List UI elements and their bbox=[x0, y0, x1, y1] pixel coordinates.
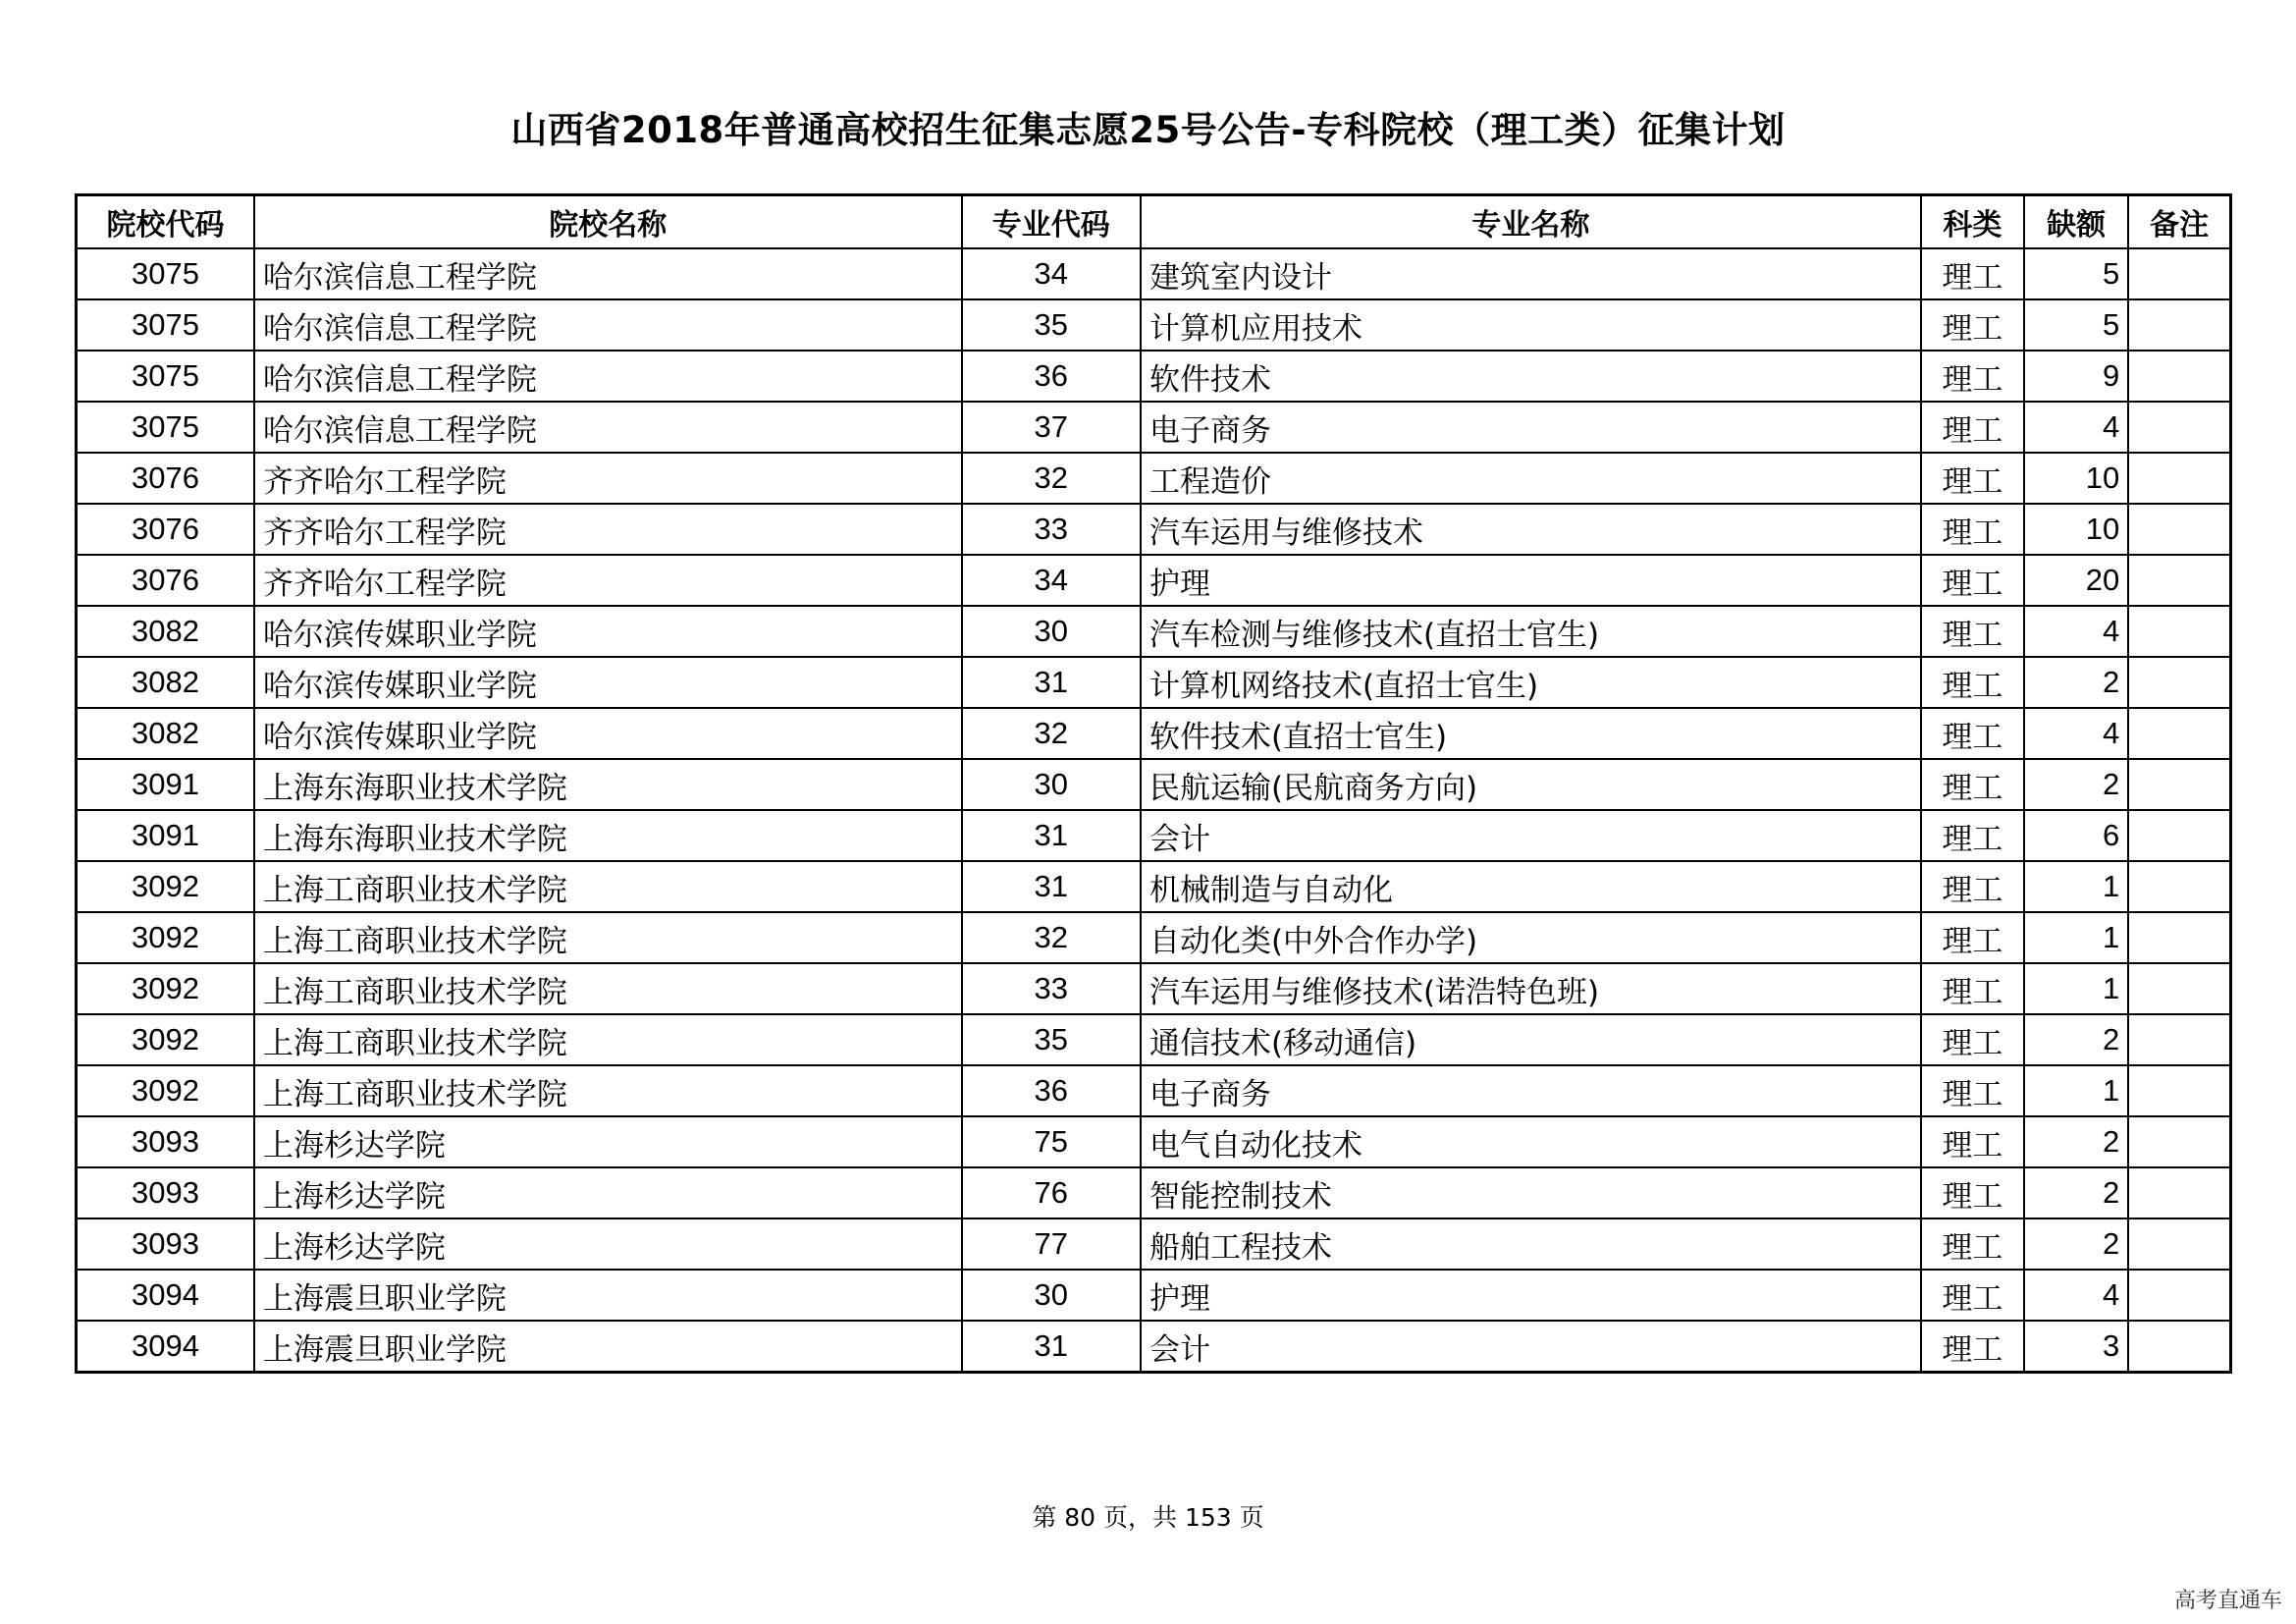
cell-quota: 1 bbox=[2024, 1065, 2128, 1116]
table-row bbox=[77, 1167, 2231, 1218]
cell-note bbox=[2128, 606, 2230, 657]
cell-major-name: 会计 bbox=[1141, 1321, 1921, 1373]
cell-school-code: 3092 bbox=[77, 1014, 254, 1065]
cell-note bbox=[2128, 248, 2230, 299]
cell-note bbox=[2128, 810, 2230, 861]
table-row bbox=[77, 555, 2231, 606]
cell-major-name: 护理 bbox=[1141, 1270, 1921, 1321]
cell-school-code: 3092 bbox=[77, 912, 254, 963]
cell-quota: 1 bbox=[2024, 912, 2128, 963]
cell-quota: 2 bbox=[2024, 759, 2128, 810]
page-title: 山西省2018年普通高校招生征集志愿25号公告-专科院校（理工类）征集计划 bbox=[510, 109, 1786, 151]
cell-category: 理工 bbox=[1921, 1014, 2024, 1065]
cell-school-name: 齐齐哈尔工程学院 bbox=[254, 504, 962, 555]
cell-school-name: 上海工商职业技术学院 bbox=[254, 1065, 962, 1116]
cell-school-code: 3093 bbox=[77, 1218, 254, 1270]
header-school-name: 院校名称 bbox=[254, 195, 962, 249]
watermark-text: 高考直通车 bbox=[2173, 1589, 2282, 1613]
cell-school-code: 3082 bbox=[77, 657, 254, 708]
cell-quota: 2 bbox=[2024, 1218, 2128, 1270]
cell-major-code: 33 bbox=[962, 504, 1141, 555]
cell-note bbox=[2128, 1270, 2230, 1321]
cell-major-code: 35 bbox=[962, 299, 1141, 351]
cell-school-code: 3075 bbox=[77, 299, 254, 351]
cell-major-code: 37 bbox=[962, 402, 1141, 453]
cell-school-name: 上海东海职业技术学院 bbox=[254, 759, 962, 810]
cell-note bbox=[2128, 861, 2230, 912]
table-row bbox=[77, 1014, 2231, 1065]
header-note: 备注 bbox=[2128, 195, 2230, 249]
header-quota: 缺额 bbox=[2024, 195, 2128, 249]
page-number: 第 80 页，共 153 页 bbox=[1032, 1503, 1264, 1532]
cell-school-name: 齐齐哈尔工程学院 bbox=[254, 453, 962, 504]
cell-school-name: 上海杉达学院 bbox=[254, 1116, 962, 1167]
cell-school-name: 哈尔滨传媒职业学院 bbox=[254, 708, 962, 759]
cell-school-code: 3082 bbox=[77, 606, 254, 657]
cell-school-name: 哈尔滨信息工程学院 bbox=[254, 351, 962, 402]
header-major-name: 专业名称 bbox=[1141, 195, 1921, 249]
cell-category: 理工 bbox=[1921, 810, 2024, 861]
cell-major-name: 软件技术 bbox=[1141, 351, 1921, 402]
cell-school-code: 3093 bbox=[77, 1167, 254, 1218]
cell-school-name: 上海工商职业技术学院 bbox=[254, 963, 962, 1014]
cell-major-code: 31 bbox=[962, 657, 1141, 708]
cell-note bbox=[2128, 1065, 2230, 1116]
cell-school-code: 3075 bbox=[77, 248, 254, 299]
cell-quota: 2 bbox=[2024, 657, 2128, 708]
cell-school-code: 3075 bbox=[77, 351, 254, 402]
cell-note bbox=[2128, 759, 2230, 810]
cell-major-code: 30 bbox=[962, 759, 1141, 810]
cell-major-name: 通信技术(移动通信) bbox=[1141, 1014, 1921, 1065]
cell-major-code: 30 bbox=[962, 1270, 1141, 1321]
cell-note bbox=[2128, 351, 2230, 402]
table-row bbox=[77, 912, 2231, 963]
cell-school-name: 哈尔滨信息工程学院 bbox=[254, 402, 962, 453]
cell-school-code: 3091 bbox=[77, 759, 254, 810]
cell-quota: 3 bbox=[2024, 1321, 2128, 1373]
cell-school-name: 哈尔滨信息工程学院 bbox=[254, 299, 962, 351]
table-row bbox=[77, 402, 2231, 453]
cell-school-name: 上海东海职业技术学院 bbox=[254, 810, 962, 861]
cell-quota: 10 bbox=[2024, 504, 2128, 555]
cell-school-name: 齐齐哈尔工程学院 bbox=[254, 555, 962, 606]
cell-school-code: 3092 bbox=[77, 963, 254, 1014]
cell-note bbox=[2128, 912, 2230, 963]
cell-category: 理工 bbox=[1921, 402, 2024, 453]
cell-quota: 9 bbox=[2024, 351, 2128, 402]
cell-category: 理工 bbox=[1921, 504, 2024, 555]
table-row bbox=[77, 657, 2231, 708]
cell-major-code: 34 bbox=[962, 248, 1141, 299]
table-row bbox=[77, 708, 2231, 759]
cell-school-code: 3076 bbox=[77, 453, 254, 504]
table-row bbox=[77, 1116, 2231, 1167]
cell-major-code: 76 bbox=[962, 1167, 1141, 1218]
cell-category: 理工 bbox=[1921, 1116, 2024, 1167]
cell-category: 理工 bbox=[1921, 759, 2024, 810]
cell-school-name: 上海杉达学院 bbox=[254, 1218, 962, 1270]
cell-school-name: 哈尔滨信息工程学院 bbox=[254, 248, 962, 299]
table-row bbox=[77, 299, 2231, 351]
cell-school-name: 哈尔滨传媒职业学院 bbox=[254, 657, 962, 708]
cell-category: 理工 bbox=[1921, 708, 2024, 759]
cell-major-name: 电子商务 bbox=[1141, 1065, 1921, 1116]
table-row bbox=[77, 810, 2231, 861]
cell-school-code: 3076 bbox=[77, 504, 254, 555]
table-row bbox=[77, 248, 2231, 299]
cell-major-code: 32 bbox=[962, 453, 1141, 504]
cell-school-code: 3092 bbox=[77, 861, 254, 912]
table-row bbox=[77, 963, 2231, 1014]
cell-category: 理工 bbox=[1921, 1065, 2024, 1116]
table-header-row bbox=[77, 195, 2231, 249]
table-row bbox=[77, 861, 2231, 912]
cell-school-name: 上海震旦职业学院 bbox=[254, 1321, 962, 1373]
header-category: 科类 bbox=[1921, 195, 2024, 249]
cell-major-name: 民航运输(民航商务方向) bbox=[1141, 759, 1921, 810]
cell-major-name: 智能控制技术 bbox=[1141, 1167, 1921, 1218]
cell-major-name: 汽车运用与维修技术 bbox=[1141, 504, 1921, 555]
cell-category: 理工 bbox=[1921, 657, 2024, 708]
cell-note bbox=[2128, 402, 2230, 453]
cell-major-name: 工程造价 bbox=[1141, 453, 1921, 504]
table-row bbox=[77, 351, 2231, 402]
cell-quota: 2 bbox=[2024, 1014, 2128, 1065]
cell-major-code: 31 bbox=[962, 861, 1141, 912]
cell-quota: 5 bbox=[2024, 248, 2128, 299]
cell-category: 理工 bbox=[1921, 963, 2024, 1014]
cell-school-name: 上海震旦职业学院 bbox=[254, 1270, 962, 1321]
cell-major-name: 会计 bbox=[1141, 810, 1921, 861]
cell-major-name: 建筑室内设计 bbox=[1141, 248, 1921, 299]
table-row bbox=[77, 1065, 2231, 1116]
cell-quota: 4 bbox=[2024, 402, 2128, 453]
cell-note bbox=[2128, 1014, 2230, 1065]
enrollment-plan-table bbox=[75, 193, 2232, 1374]
cell-quota: 2 bbox=[2024, 1167, 2128, 1218]
cell-quota: 4 bbox=[2024, 708, 2128, 759]
cell-major-code: 35 bbox=[962, 1014, 1141, 1065]
cell-note bbox=[2128, 555, 2230, 606]
cell-major-code: 30 bbox=[962, 606, 1141, 657]
cell-major-code: 31 bbox=[962, 1321, 1141, 1373]
cell-school-code: 3076 bbox=[77, 555, 254, 606]
table-row bbox=[77, 1270, 2231, 1321]
table-row bbox=[77, 759, 2231, 810]
cell-school-code: 3092 bbox=[77, 1065, 254, 1116]
cell-major-code: 33 bbox=[962, 963, 1141, 1014]
cell-major-name: 自动化类(中外合作办学) bbox=[1141, 912, 1921, 963]
cell-category: 理工 bbox=[1921, 606, 2024, 657]
table-row bbox=[77, 606, 2231, 657]
cell-school-name: 上海工商职业技术学院 bbox=[254, 912, 962, 963]
cell-note bbox=[2128, 1321, 2230, 1373]
cell-major-name: 船舶工程技术 bbox=[1141, 1218, 1921, 1270]
header-school-code: 院校代码 bbox=[77, 195, 254, 249]
cell-quota: 20 bbox=[2024, 555, 2128, 606]
cell-note bbox=[2128, 1116, 2230, 1167]
cell-major-code: 31 bbox=[962, 810, 1141, 861]
cell-school-name: 哈尔滨传媒职业学院 bbox=[254, 606, 962, 657]
cell-note bbox=[2128, 657, 2230, 708]
cell-note bbox=[2128, 299, 2230, 351]
cell-category: 理工 bbox=[1921, 1167, 2024, 1218]
cell-major-code: 34 bbox=[962, 555, 1141, 606]
cell-major-name: 计算机网络技术(直招士官生) bbox=[1141, 657, 1921, 708]
cell-major-name: 电子商务 bbox=[1141, 402, 1921, 453]
table-row bbox=[77, 453, 2231, 504]
cell-school-code: 3093 bbox=[77, 1116, 254, 1167]
table-row bbox=[77, 1218, 2231, 1270]
table-row bbox=[77, 504, 2231, 555]
cell-school-code: 3075 bbox=[77, 402, 254, 453]
cell-quota: 10 bbox=[2024, 453, 2128, 504]
cell-major-name: 软件技术(直招士官生) bbox=[1141, 708, 1921, 759]
cell-category: 理工 bbox=[1921, 861, 2024, 912]
cell-major-code: 32 bbox=[962, 912, 1141, 963]
cell-school-code: 3082 bbox=[77, 708, 254, 759]
cell-major-code: 77 bbox=[962, 1218, 1141, 1270]
cell-category: 理工 bbox=[1921, 1218, 2024, 1270]
cell-quota: 6 bbox=[2024, 810, 2128, 861]
cell-major-name: 计算机应用技术 bbox=[1141, 299, 1921, 351]
cell-quota: 4 bbox=[2024, 606, 2128, 657]
cell-major-name: 电气自动化技术 bbox=[1141, 1116, 1921, 1167]
cell-note bbox=[2128, 504, 2230, 555]
cell-school-name: 上海工商职业技术学院 bbox=[254, 861, 962, 912]
cell-school-code: 3094 bbox=[77, 1270, 254, 1321]
cell-school-code: 3091 bbox=[77, 810, 254, 861]
cell-category: 理工 bbox=[1921, 351, 2024, 402]
table-row bbox=[77, 1321, 2231, 1373]
cell-major-code: 36 bbox=[962, 1065, 1141, 1116]
cell-category: 理工 bbox=[1921, 299, 2024, 351]
cell-category: 理工 bbox=[1921, 1321, 2024, 1373]
cell-quota: 5 bbox=[2024, 299, 2128, 351]
cell-category: 理工 bbox=[1921, 453, 2024, 504]
cell-school-code: 3094 bbox=[77, 1321, 254, 1373]
cell-category: 理工 bbox=[1921, 912, 2024, 963]
cell-school-name: 上海工商职业技术学院 bbox=[254, 1014, 962, 1065]
cell-category: 理工 bbox=[1921, 555, 2024, 606]
cell-major-code: 32 bbox=[962, 708, 1141, 759]
cell-note bbox=[2128, 708, 2230, 759]
cell-major-code: 75 bbox=[962, 1116, 1141, 1167]
cell-quota: 4 bbox=[2024, 1270, 2128, 1321]
cell-category: 理工 bbox=[1921, 248, 2024, 299]
cell-quota: 1 bbox=[2024, 861, 2128, 912]
cell-note bbox=[2128, 1167, 2230, 1218]
cell-major-name: 汽车检测与维修技术(直招士官生) bbox=[1141, 606, 1921, 657]
cell-quota: 1 bbox=[2024, 963, 2128, 1014]
cell-major-code: 36 bbox=[962, 351, 1141, 402]
cell-major-name: 汽车运用与维修技术(诺浩特色班) bbox=[1141, 963, 1921, 1014]
cell-note bbox=[2128, 963, 2230, 1014]
cell-major-name: 护理 bbox=[1141, 555, 1921, 606]
cell-school-name: 上海杉达学院 bbox=[254, 1167, 962, 1218]
cell-quota: 2 bbox=[2024, 1116, 2128, 1167]
cell-category: 理工 bbox=[1921, 1270, 2024, 1321]
header-major-code: 专业代码 bbox=[962, 195, 1141, 249]
table-body bbox=[77, 248, 2231, 1373]
cell-note bbox=[2128, 453, 2230, 504]
cell-major-name: 机械制造与自动化 bbox=[1141, 861, 1921, 912]
cell-note bbox=[2128, 1218, 2230, 1270]
